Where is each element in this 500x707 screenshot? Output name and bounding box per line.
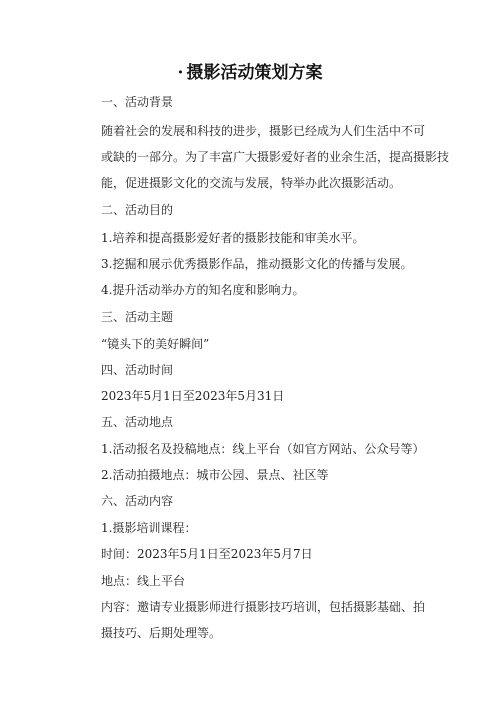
purpose-item-4: 4.提升活动举办方的知名度和影响力。 <box>101 283 305 297</box>
title-mark: · <box>177 63 184 83</box>
content-time: 时间：2023年5月1日至2023年5月7日 <box>101 547 313 561</box>
content-detail-line-1: 内容：邀请专业摄影师进行摄影技巧培训，包括摄影基础、拍 <box>101 600 426 614</box>
activity-time: 2023年5月1日至2023年5月31日 <box>101 389 285 403</box>
purpose-item-1: 1.培养和提高摄影爱好者的摄影技能和审美水平。 <box>101 231 365 245</box>
background-line-1: 随着社会的发展和科技的进步，摄影已经成为人们生活中不可 <box>101 124 426 138</box>
section-heading-content: 六、活动内容 <box>101 494 174 508</box>
content-place: 地点：线上平台 <box>101 574 186 588</box>
section-heading-background: 一、活动背景 <box>101 95 174 109</box>
content-item-1: 1.摄影培训课程： <box>101 521 197 535</box>
background-line-2: 或缺的一部分。为了丰富广大摄影爱好者的业余生活，提高摄影技 <box>101 150 450 164</box>
content-detail-line-2: 摄技巧、后期处理等。 <box>101 626 222 640</box>
section-heading-purpose: 二、活动目的 <box>101 203 174 217</box>
document-title <box>0 60 500 86</box>
theme-text: “镜头下的美好瞬间” <box>101 337 210 351</box>
section-heading-location: 五、活动地点 <box>101 415 174 429</box>
location-item-1: 1.活动报名及投稿地点：线上平台（如官方网站、公众号等） <box>101 442 425 456</box>
location-item-2: 2.活动拍摄地点：城市公园、景点、社区等 <box>101 468 329 482</box>
section-heading-theme: 三、活动主题 <box>101 310 174 324</box>
background-line-3: 能，促进摄影文化的交流与发展，特举办此次摄影活动。 <box>101 176 402 190</box>
section-heading-time: 四、活动时间 <box>101 363 174 377</box>
title-text: 摄影活动策划方案 <box>186 63 323 83</box>
purpose-item-3: 3.挖掘和展示优秀摄影作品，推动摄影文化的传播与发展。 <box>101 257 413 271</box>
